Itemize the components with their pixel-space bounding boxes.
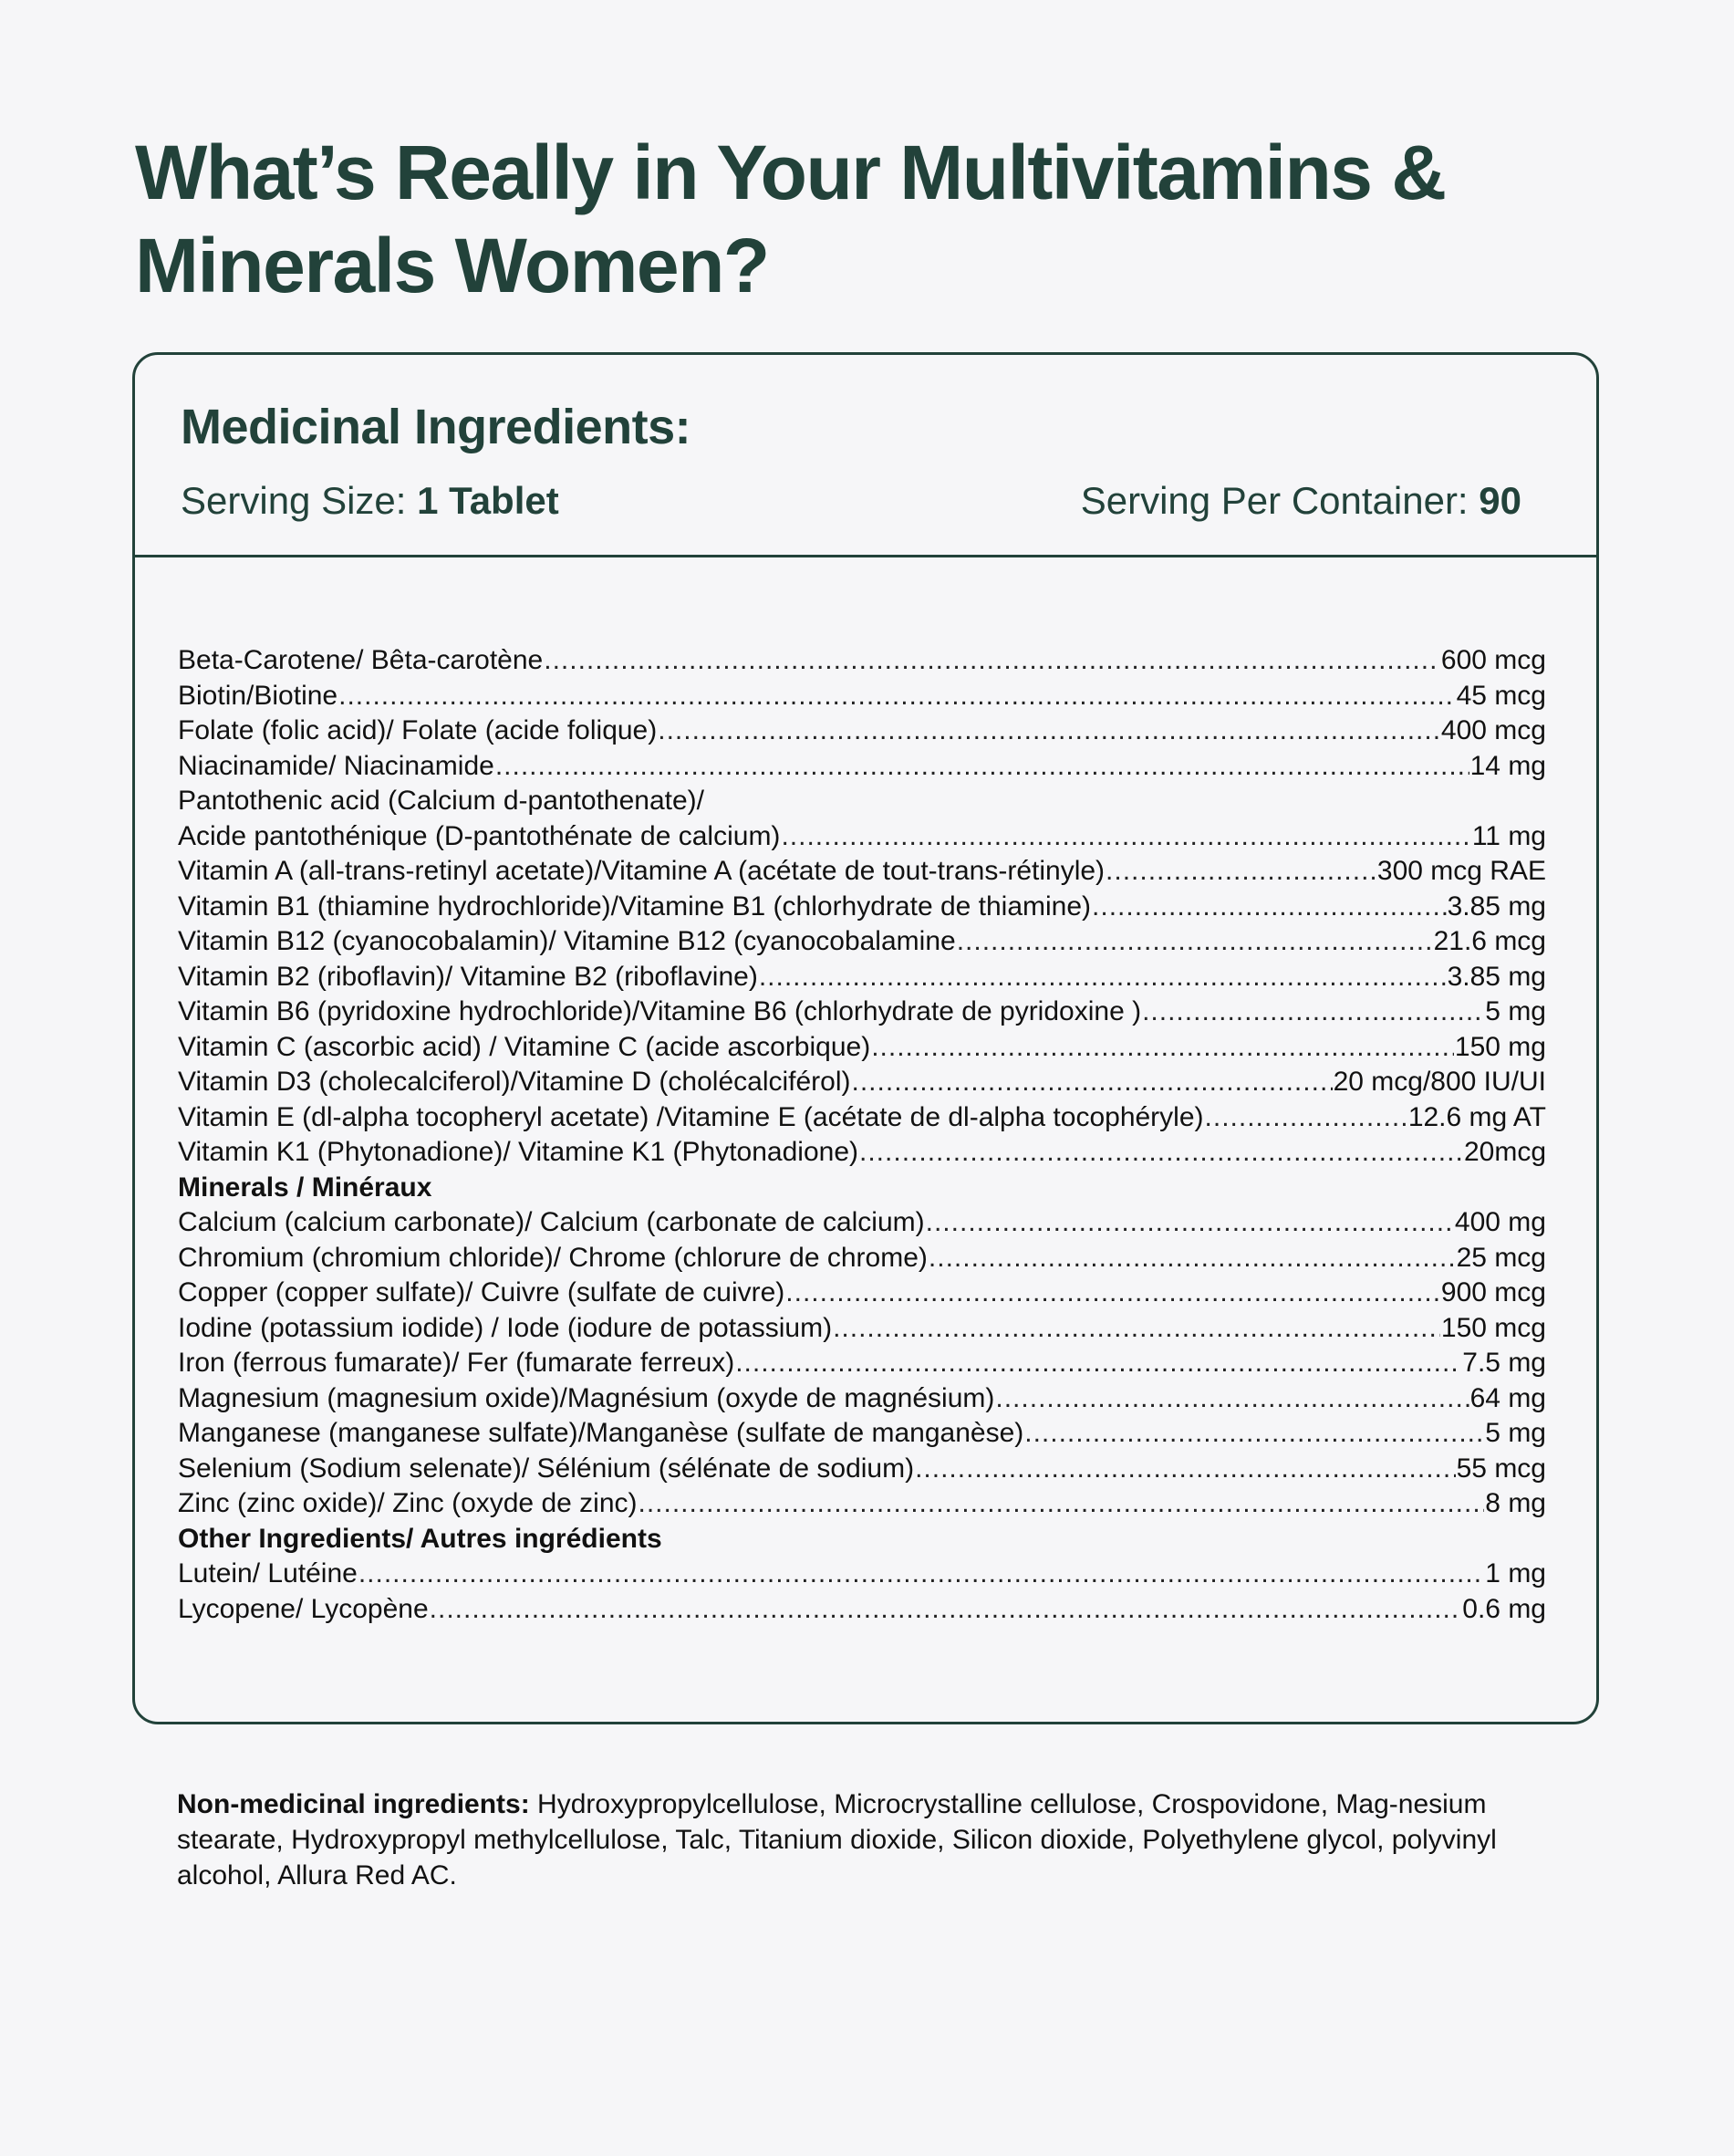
ingredient-name: Vitamin B2 (riboflavin)/ Vitamine B2 (riboflavine) [178,961,758,992]
ingredient-name: Beta-Carotene/ Bêta-carotène [178,645,544,675]
dot-leader [1106,854,1376,890]
ingredient-amount: 400 mg [1454,1207,1546,1237]
ingredient-row [178,1381,1546,1417]
non-medicinal-ingredients [177,1786,1554,1893]
ingredient-name: Niacinamide/ Niacinamide [178,750,494,781]
ingredient-row [178,749,1546,785]
dot-leader [785,1276,1440,1311]
ingredient-name: Vitamin A (all-trans-retinyl acetate)/Vitamine A (acétate de tout-trans-rétinyle) [178,856,1106,886]
ingredient-name: Vitamin B1 (thiamine hydrochloride)/Vitamine B1 (chlorhydrate de thiamine) [178,891,1092,922]
ingredient-row [178,1311,1546,1347]
ingredient-row [178,643,1546,679]
ingredient-amount: 25 mcg [1456,1242,1546,1273]
ingredient-amount: 3.85 mg [1447,891,1546,922]
panel-header [135,355,1596,557]
ingredient-amount: 11 mg [1471,820,1546,851]
ingredient-name: Pantothenic acid (Calcium d-pantothenate)/ [178,786,705,816]
dot-leader [1142,995,1484,1030]
ingredient-list [178,643,1546,1627]
ingredient-row [178,1346,1546,1381]
ingredient-name: Folate (folic acid)/ Folate (acide folique) [178,715,658,745]
ingredient-amount: 12.6 mg AT [1407,1101,1546,1132]
ingredient-amount: 400 mcg [1440,715,1546,745]
ingredient-amount: 7.5 mg [1462,1348,1546,1378]
ingredient-amount: 150 mg [1454,1031,1546,1062]
ingredient-name: Calcium (calcium carbonate)/ Calcium (carbonate de calcium) [178,1207,925,1237]
dot-leader [658,713,1440,749]
dot-leader [852,1065,1333,1100]
ingredient-name: Zinc (zinc oxide)/ Zinc (oxyde de zinc) [178,1488,638,1518]
ingredient-row [178,1205,1546,1241]
ingredient-row [178,1592,1546,1628]
ingredient-name: Acide pantothénique (D-pantothénate de calcium) [178,820,781,851]
ingredient-row [178,995,1546,1030]
ingredient-amount: 5 mg [1485,996,1546,1026]
ingredient-row [178,890,1546,925]
dot-leader [915,1452,1456,1487]
dot-leader [859,1135,1463,1171]
ingredient-name: Magnesium (magnesium oxide)/Magnésium (oxyde de magnésium) [178,1382,995,1413]
dot-leader [1205,1100,1407,1136]
ingredient-name: Vitamin B12 (cyanocobalamin)/ Vitamine B12 (cyanocobalamine [178,926,956,956]
non-medicinal-label: Non-medicinal ingredients: [177,1789,530,1819]
ingredient-name: Selenium (Sodium selenate)/ Sélénium (sélénate de sodium) [178,1453,915,1484]
dot-leader [833,1311,1440,1347]
ingredient-row [178,960,1546,995]
ingredient-amount: 20mcg [1463,1137,1546,1167]
ingredient-row [178,1416,1546,1452]
ingredient-row [178,1030,1546,1066]
ingredient-name: Vitamin K1 (Phytonadione)/ Vitamine K1 (Phytonadione) [178,1137,859,1167]
ingredient-row [178,819,1546,855]
ingredient-amount: 0.6 mg [1462,1593,1546,1624]
section-heading: Minerals / Minéraux [178,1172,432,1203]
ingredient-row [178,1100,1546,1136]
ingredient-amount: 14 mg [1469,750,1546,781]
non-medicinal-text: Hydroxypropylcellulose, Microcrystalline cellulose, Crospovidone, Mag-nesium stearate, Hydroxypropyl methylcellulose, Talc, Titanium dioxide, Silicon dioxide, Polyethylene glycol, polyvinyl alcohol, Allura Red AC. [177,1789,1497,1890]
ingredient-name: Vitamin B6 (pyridoxine hydrochloride)/Vitamine B6 (chlorhydrate de pyridoxine ) [178,996,1142,1026]
ingredient-amount: 45 mcg [1456,680,1546,711]
dot-leader [781,819,1470,855]
dot-leader [926,1205,1454,1241]
dot-leader [871,1030,1454,1066]
dot-leader [929,1241,1456,1276]
panel-heading: Medicinal Ingredients: [181,400,691,454]
ingredient-row [178,1241,1546,1276]
servings-per-container [1081,479,1521,523]
ingredient-amount: 55 mcg [1456,1453,1546,1484]
ingredient-amount: 1 mg [1485,1558,1546,1588]
ingredient-row [178,1557,1546,1592]
ingredient-name: Copper (copper sulfate)/ Cuivre (sulfate de cuivre) [178,1277,785,1307]
dot-leader [430,1592,1462,1628]
ingredient-row [178,1486,1546,1522]
ingredient-name: Lycopene/ Lycopène [178,1593,429,1624]
medicinal-ingredients-panel [132,352,1599,1724]
ingredient-row [178,1276,1546,1311]
ingredient-name: Chromium (chromium chloride)/ Chrome (chlorure de chrome) [178,1242,928,1273]
ingredient-name: Lutein/ Lutéine [178,1558,358,1588]
ingredient-row [178,1452,1546,1487]
page-title: What’s Really in Your Multivitamins & Minerals Women? [135,130,1446,308]
dot-leader [957,924,1433,960]
ingredient-name: Vitamin D3 (cholecalciferol)/Vitamine D (cholécalciférol) [178,1067,851,1097]
ingredient-name: Vitamin E (dl-alpha tocopheryl acetate) /Vitamine E (acétate de dl-alpha tocophéryle) [178,1101,1204,1132]
ingredient-amount: 150 mcg [1440,1312,1546,1343]
ingredient-name: Iron (ferrous fumarate)/ Fer (fumarate ferreux) [178,1348,735,1378]
dot-leader [995,1381,1469,1417]
ingredient-name: Biotin/Biotine [178,680,338,711]
ingredient-row [178,1135,1546,1171]
dot-leader [495,749,1469,785]
ingredient-amount: 3.85 mg [1447,961,1546,992]
ingredient-row [178,1065,1546,1100]
dot-leader [338,679,1456,714]
dot-leader [759,960,1447,995]
ingredient-amount: 20 mcg/800 IU/UI [1333,1067,1546,1097]
ingredient-row [178,679,1546,714]
dot-leader [358,1557,1484,1592]
ingredient-name: Manganese (manganese sulfate)/Manganèse (sulfate de manganèse) [178,1418,1024,1448]
ingredient-row [178,784,1546,819]
ingredient-row [178,713,1546,749]
ingredient-name: Vitamin C (ascorbic acid) / Vitamine C (acide ascorbique) [178,1031,871,1062]
section-heading-row [178,1171,1546,1206]
dot-leader [544,643,1440,679]
dot-leader [639,1486,1485,1522]
dot-leader [735,1346,1461,1381]
ingredient-amount: 5 mg [1485,1418,1546,1448]
servings-per-container-value: 90 [1479,479,1521,522]
serving-size-value: 1 Tablet [417,479,559,522]
ingredient-amount: 900 mcg [1440,1277,1546,1307]
ingredient-amount: 8 mg [1485,1488,1546,1518]
ingredient-amount: 64 mg [1469,1382,1546,1413]
serving-size-label: Serving Size: [181,479,407,522]
ingredient-amount: 600 mcg [1440,645,1546,675]
ingredient-amount: 300 mcg RAE [1376,856,1546,886]
section-heading-row [178,1522,1546,1557]
servings-per-container-label: Serving Per Container: [1080,479,1469,522]
dot-leader [1092,890,1447,925]
serving-size [181,479,559,523]
ingredient-name: Iodine (potassium iodide) / Iode (iodure de potassium) [178,1312,833,1343]
ingredient-row [178,924,1546,960]
dot-leader [1024,1416,1484,1452]
ingredient-amount: 21.6 mcg [1433,926,1546,956]
ingredient-row [178,854,1546,890]
section-heading: Other Ingredients/ Autres ingrédients [178,1523,662,1554]
